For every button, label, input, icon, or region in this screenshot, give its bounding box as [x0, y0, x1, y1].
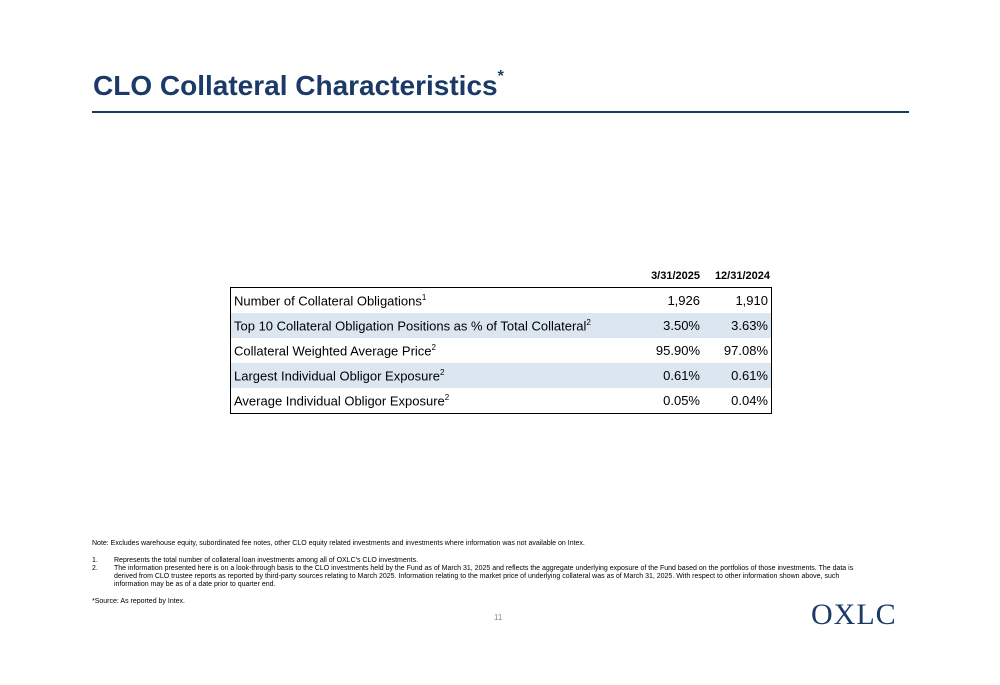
value-prior: 97.08%	[723, 343, 768, 358]
table-row	[231, 338, 772, 363]
value-prior: 0.04%	[731, 393, 768, 408]
data-table	[230, 287, 772, 414]
row-label	[231, 288, 636, 314]
page-title	[93, 67, 504, 102]
row-label	[231, 313, 636, 338]
column-header-prior: 12/31/2024	[714, 270, 770, 282]
value-current: 95.90%	[655, 343, 700, 358]
value-current: 1,926	[667, 293, 700, 308]
value-current: 3.50%	[635, 313, 703, 338]
row-label-text: Number of Collateral Obligations	[234, 293, 422, 309]
table-row	[231, 313, 772, 338]
title-divider	[92, 111, 909, 113]
value-current: 0.05%	[663, 393, 700, 408]
page-number: 11	[494, 613, 503, 622]
table-row	[231, 388, 772, 414]
footnotes	[92, 540, 862, 606]
title-marker: *	[497, 67, 504, 85]
oxlc-logo: OXLC	[811, 598, 897, 631]
value-current: 0.61%	[635, 363, 703, 388]
footnote-ref: 2	[586, 317, 591, 327]
row-label	[231, 338, 636, 363]
footnote-number: 1.	[92, 557, 98, 564]
table-row	[231, 363, 772, 388]
footnote-number: 2.	[92, 565, 98, 572]
footnote-item	[92, 565, 862, 589]
row-label	[231, 388, 636, 414]
value-prior: 0.61%	[703, 363, 772, 388]
footnote-ref: 2	[439, 367, 445, 377]
footnote-ref: 2	[431, 342, 436, 352]
footnote-ref: 2	[444, 392, 450, 402]
table-row	[231, 288, 772, 314]
footnote-item	[92, 557, 862, 565]
row-label-text: Top 10 Collateral Obligation Positions as % of Total Collateral	[234, 318, 587, 334]
value-prior: 3.63%	[703, 313, 772, 338]
page-title-text: CLO Collateral Characteristics	[93, 70, 498, 101]
column-headers	[230, 270, 772, 287]
source-text: *Source: As reported by Intex.	[92, 598, 185, 605]
value-prior: 1,910	[735, 293, 768, 308]
footnote-ref: 1	[421, 292, 427, 302]
collateral-table	[230, 270, 772, 414]
footnote-text: The information presented here is on a look-through basis to the CLO investments held by the Fund as of March 31, 2025 and reflects the aggregate underlying exposure of the Fund based on the portfolios of those investments. The data is derived from CLO trustee reports as reported by third-party sources relating to March 2025. Information relating to the market price of underlying collateral was as of March 31, 2025. With respect to other information shown above, such information may be as of a date prior to quarter end.	[114, 565, 854, 588]
footnote-text: Represents the total number of collateral loan investments among all of OXLC's CLO investments.	[114, 557, 419, 564]
column-header-current: 3/31/2025	[651, 270, 700, 282]
row-label-text: Collateral Weighted Average Price	[234, 343, 432, 359]
row-label-text: Average Individual Obligor Exposure	[234, 393, 445, 409]
row-label	[231, 363, 636, 388]
note-text: Note: Excludes warehouse equity, subordinated fee notes, other CLO equity related investments and investments where information was not available on Intex.	[92, 540, 585, 547]
row-label-text: Largest Individual Obligor Exposure	[234, 368, 440, 384]
